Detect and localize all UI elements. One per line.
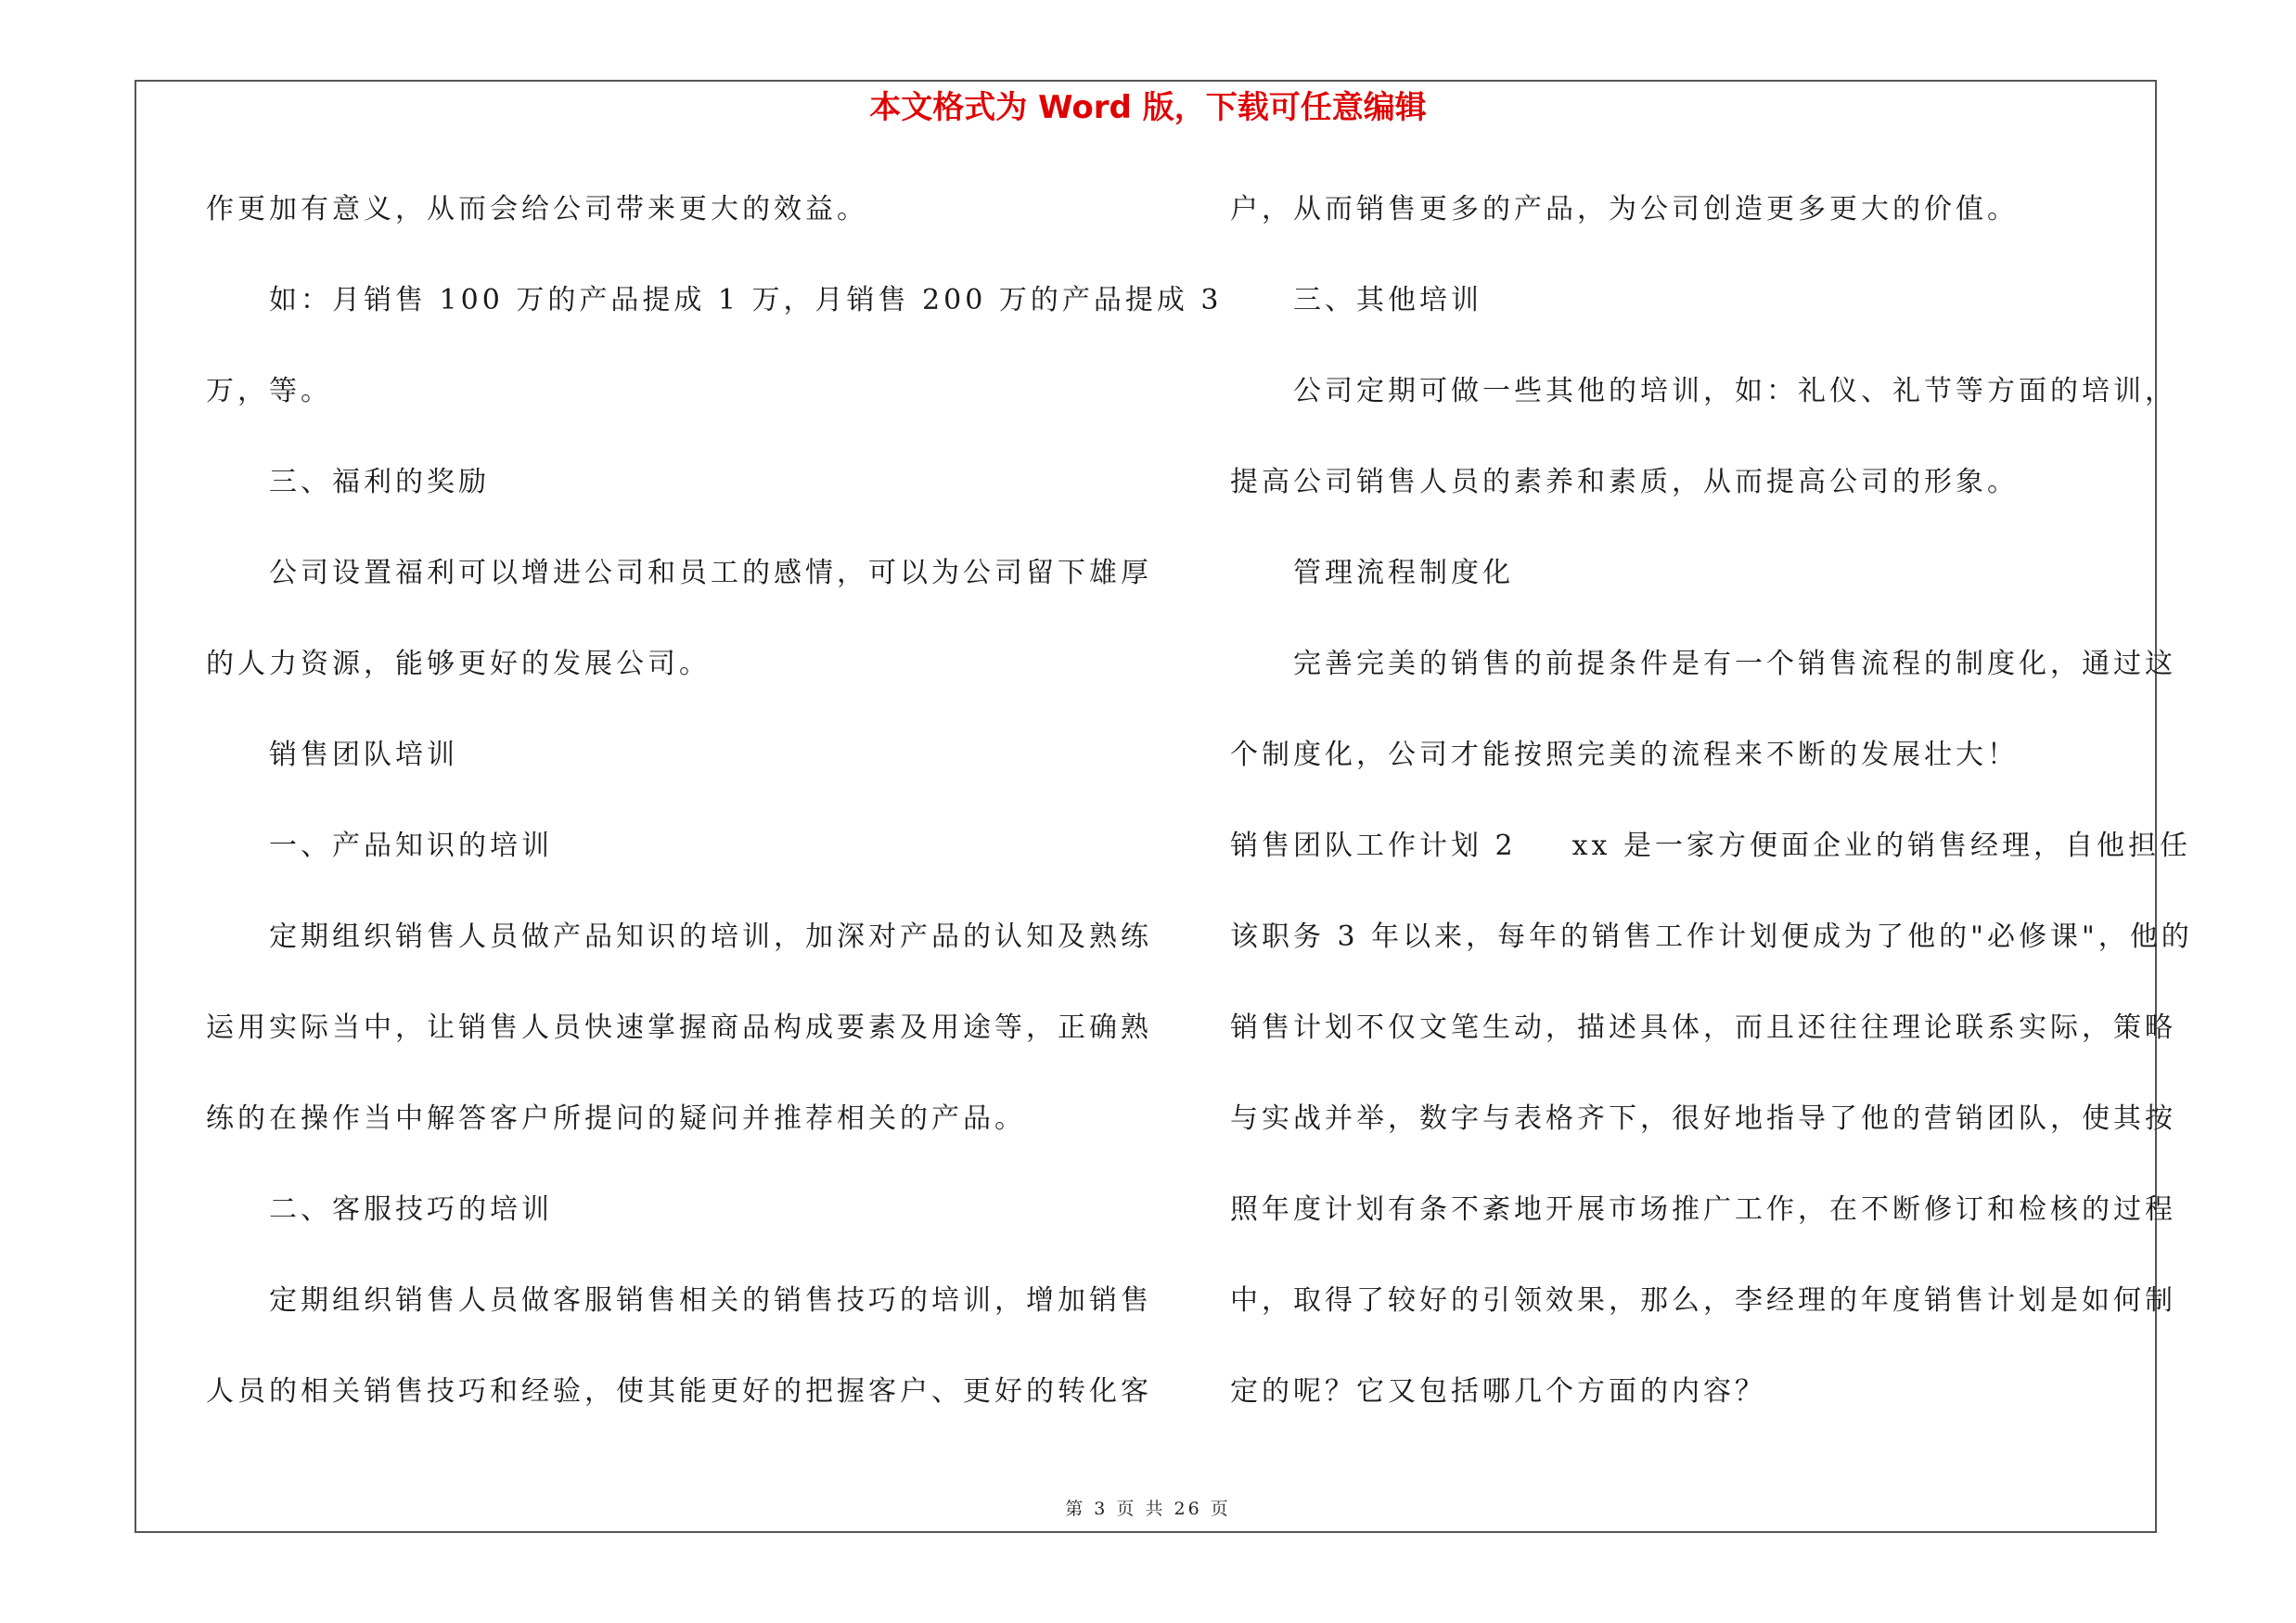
- text-line: 销售计划不仅文笔生动，描述具体，而且还往往理论联系实际，策略: [1230, 1011, 2176, 1044]
- text-line: 与实战并举，数字与表格齐下，很好地指导了他的营销团队，使其按: [1230, 1102, 2176, 1135]
- text-line: 万，等。: [206, 375, 332, 407]
- text-line: 个制度化，公司才能按照完美的流程来不断的发展壮大！: [1230, 739, 2019, 771]
- text-line: 公司设置福利可以增进公司和员工的感情，可以为公司留下雄厚: [269, 557, 1152, 589]
- text-line: 作更加有意义，从而会给公司带来更大的效益。: [206, 193, 868, 225]
- text-line: 定的呢？它又包括哪几个方面的内容？: [1230, 1375, 1766, 1408]
- left-column: [206, 182, 1223, 1455]
- text-line: 中，取得了较好的引领效果，那么，李经理的年度销售计划是如何制: [1230, 1284, 2176, 1317]
- plan-title: 销售团队工作计划 2: [1230, 830, 1517, 862]
- section-heading: 管理流程制度化: [1293, 557, 1514, 589]
- text-line: 照年度计划有条不紊地开展市场推广工作，在不断修订和检核的过程: [1230, 1193, 2176, 1226]
- text-line: 练的在操作当中解答客户所提问的疑问并推荐相关的产品。: [206, 1102, 1026, 1135]
- right-column: [1230, 182, 2193, 1455]
- text-line: 定期组织销售人员做客服销售相关的销售技巧的培训，增加销售: [269, 1284, 1152, 1317]
- text-line: 公司定期可做一些其他的培训，如：礼仪、礼节等方面的培训，: [1293, 375, 2176, 407]
- text-line: 户，从而销售更多的产品，为公司创造更多更大的价值。: [1230, 193, 2019, 225]
- text-line: 的人力资源，能够更好的发展公司。: [206, 648, 711, 680]
- section-heading: 一、产品知识的培训: [269, 830, 553, 862]
- section-heading: 三、福利的奖励: [269, 466, 490, 498]
- text-line: 如：月销售 100 万的产品提成 1 万，月销售 200 万的产品提成 3: [269, 284, 1223, 316]
- section-heading: 三、其他培训: [1293, 284, 1482, 316]
- text-line: 人员的相关销售技巧和经验，使其能更好的把握客户、更好的转化客: [206, 1375, 1152, 1408]
- text-line: xx 是一家方便面企业的销售经理，自他担任: [1571, 830, 2191, 862]
- text-line: 运用实际当中，让销售人员快速掌握商品构成要素及用途等，正确熟: [206, 1011, 1152, 1044]
- section-heading: 二、客服技巧的培训: [269, 1193, 553, 1226]
- text-line: 提高公司销售人员的素养和素质，从而提高公司的形象。: [1230, 466, 2019, 498]
- text-line: 该职务 3 年以来，每年的销售工作计划便成为了他的"必修课"，他的: [1230, 921, 2193, 953]
- section-heading: 销售团队培训: [269, 739, 458, 771]
- text-line: 完善完美的销售的前提条件是有一个销售流程的制度化，通过这: [1293, 648, 2176, 680]
- text-line: [1230, 818, 2191, 909]
- page-number: 第 3 页 共 26 页: [1065, 1499, 1231, 1519]
- format-banner: 本文格式为 Word 版，下载可任意编辑: [869, 89, 1427, 126]
- text-line: 定期组织销售人员做产品知识的培训，加深对产品的认知及熟练: [269, 921, 1152, 953]
